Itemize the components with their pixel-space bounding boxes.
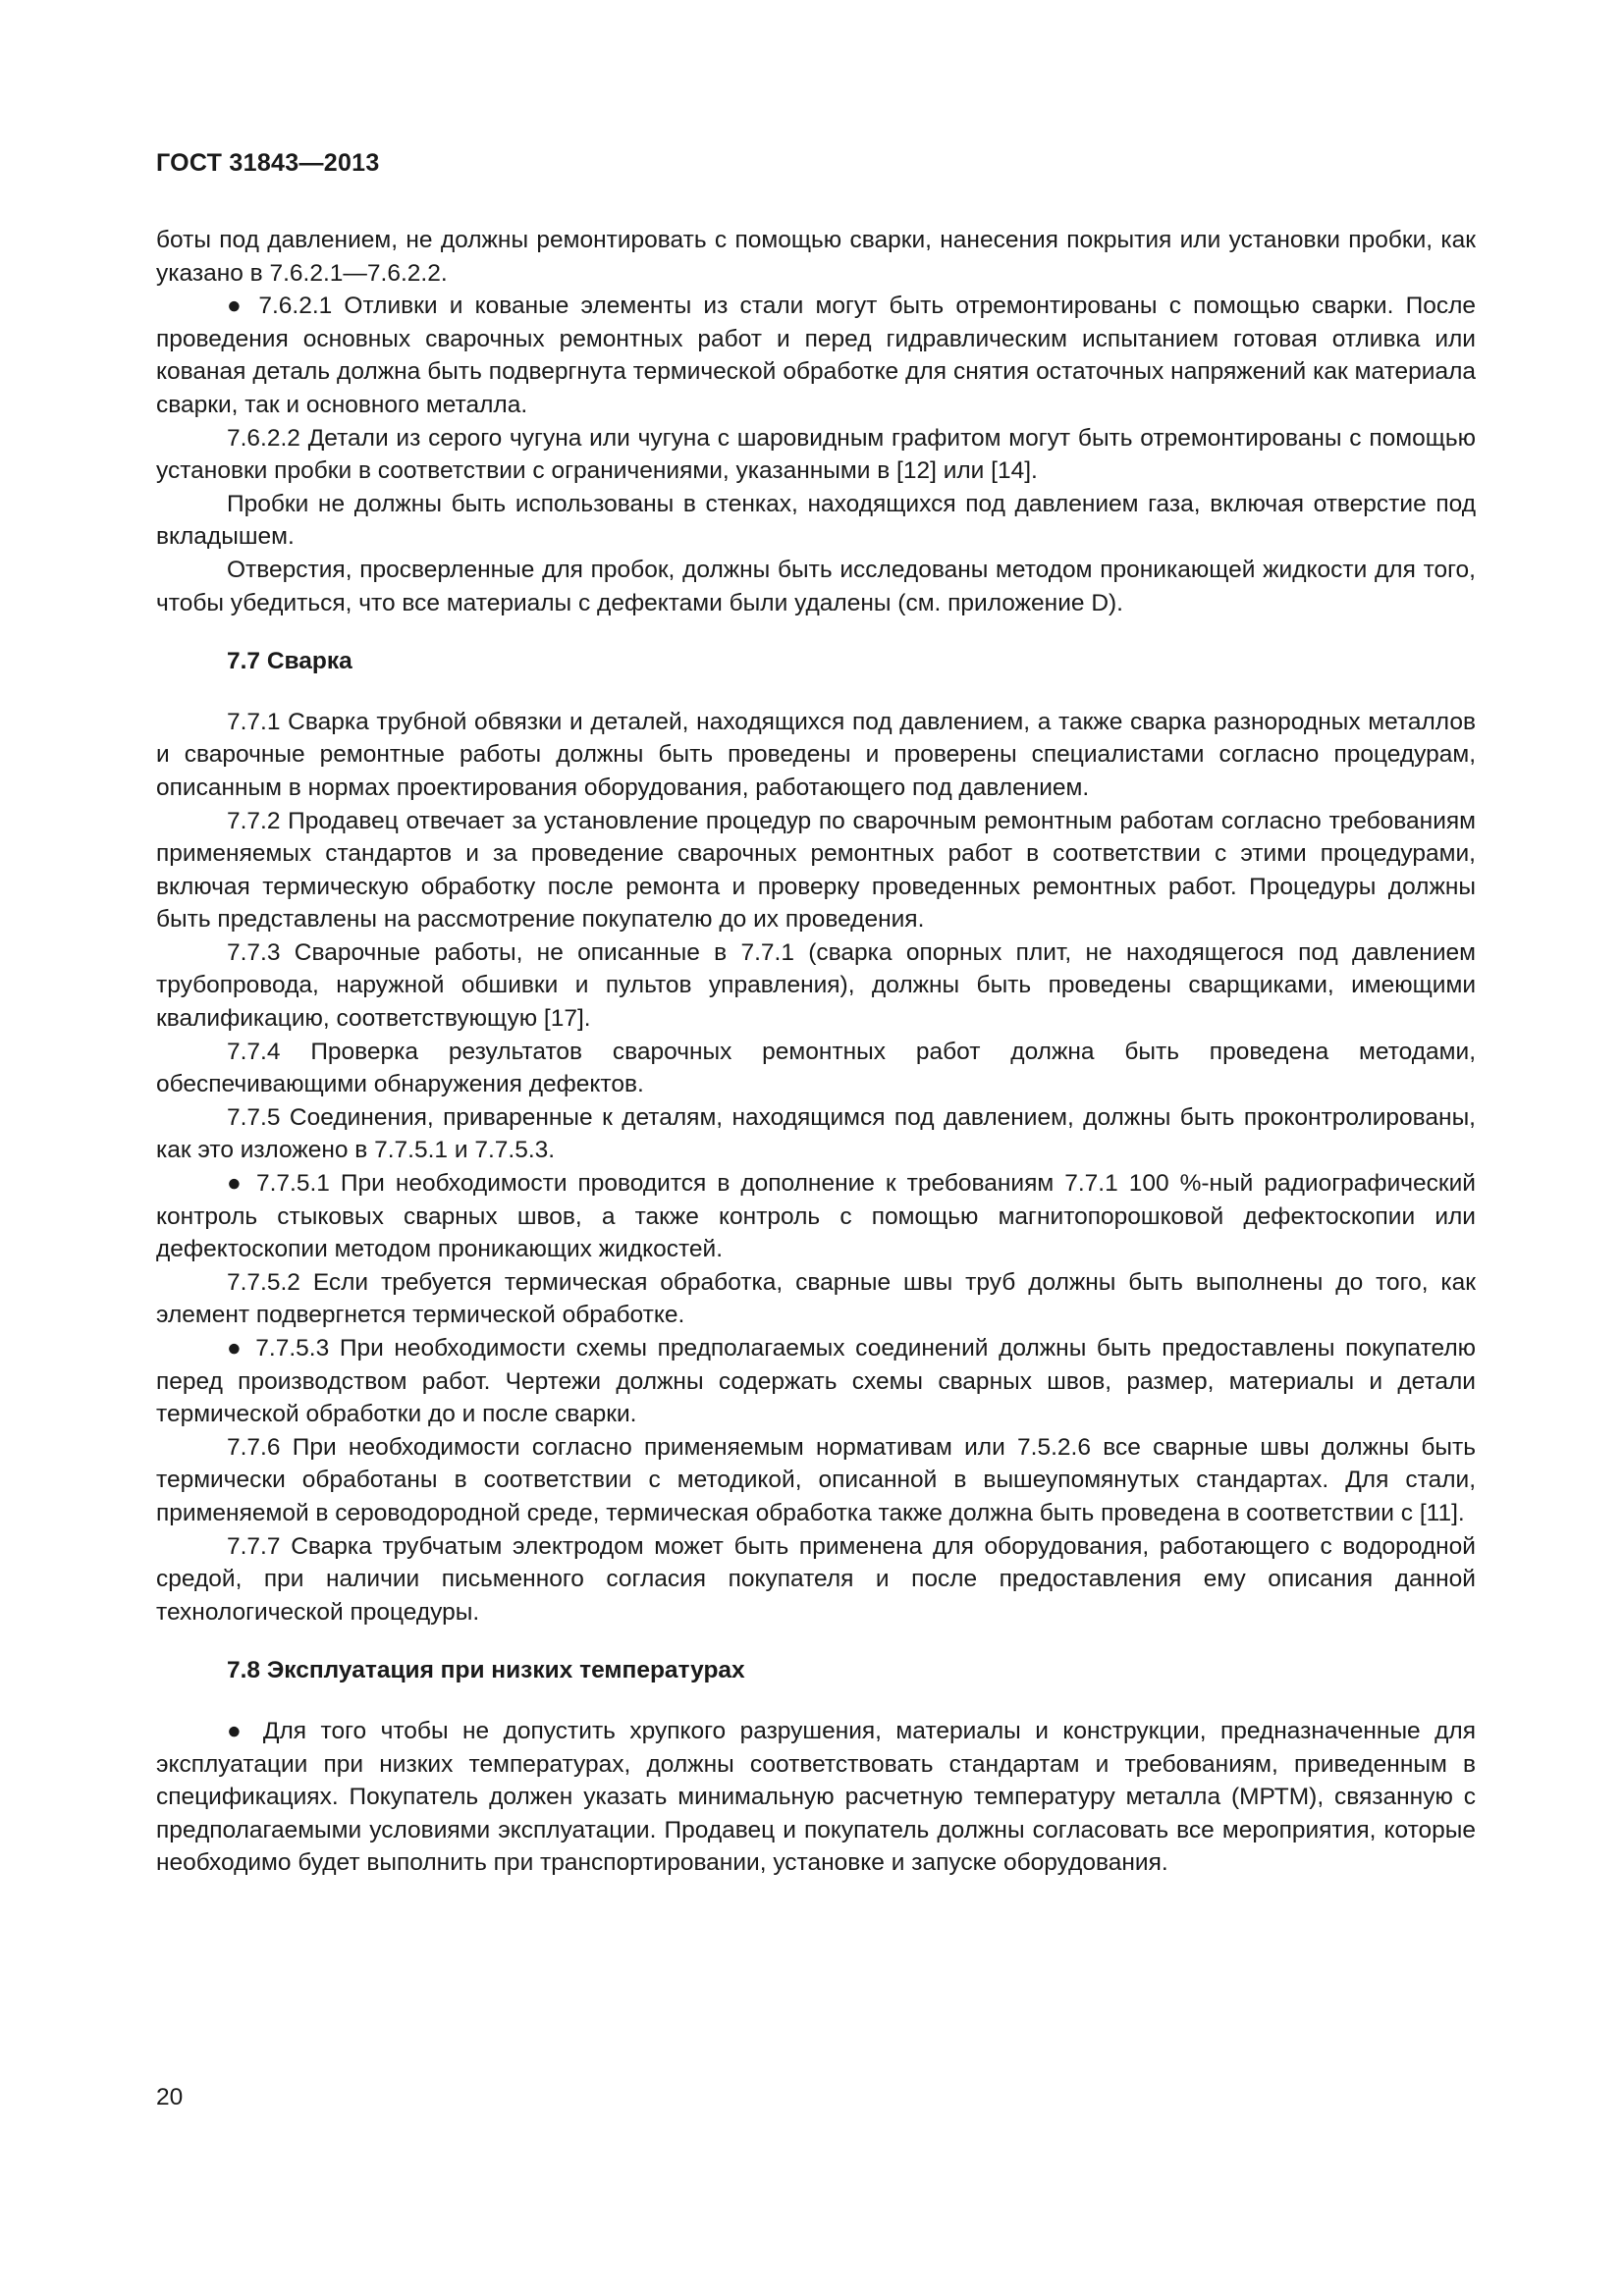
- paragraph: ● 7.6.2.1 Отливки и кованые элементы из стали могут быть отремонтированы с помощью сварки. После проведения основных сварочных ремонтных работ и перед гидравлическим испытанием готовая отливка или кованая деталь должна быть подвергнута термической обработке для снятия остаточных напряжений как материала сварки, так и основного металла.: [156, 293, 1476, 418]
- paragraph: ● Для того чтобы не допустить хрупкого разрушения, материалы и конструкции, предназначенные для эксплуатации при низких температурах, должны соответствовать стандартам и требованиям, приведенным в спецификациях. Покупатель должен указать минимальную расчетную температуру металла (МРТМ), связанную с предполагаемыми условиями эксплуатации. Продавец и покупатель должны согласовать все мероприятия, которые необходимо будет выполнить при транспортировании, установке и запуске оборудования.: [156, 1717, 1476, 1877]
- paragraph: 7.7.1 Сварка трубной обвязки и деталей, находящихся под давлением, а также сварка разнородных металлов и сварочные ремонтные работы должны быть проведены и проверены специалистами согласно процедурам, описанным в нормах проектирования оборудования, работающего под давлением.: [156, 708, 1476, 801]
- paragraph: ● 7.7.5.1 При необходимости проводится в дополнение к требованиям 7.7.1 100 %-ный радиографический контроль стыковых сварных швов, а также контроль с помощью магнитопорошковой дефектоскопии или дефектоскопии методом проникающих жидкостей.: [156, 1170, 1476, 1263]
- page-number: 20: [156, 2084, 184, 2110]
- document-code: ГОСТ 31843—2013: [156, 149, 380, 177]
- paragraph: ● 7.7.5.3 При необходимости схемы предполагаемых соединений должны быть предоставлены покупателю перед производством работ. Чертежи должны содержать схемы сварных швов, размер, материалы и детали термической обработки до и после сварки.: [156, 1335, 1476, 1428]
- paragraph: боты под давлением, не должны ремонтировать с помощью сварки, нанесения покрытия или установки пробки, как указано в 7.6.2.1—7.6.2.2.: [156, 227, 1476, 287]
- paragraph: 7.7.3 Сварочные работы, не описанные в 7.7.1 (сварка опорных плит, не находящегося под давлением трубопровода, наружной обшивки и пультов управления), должны быть проведены сварщиками, имеющими квалификацию, соответствующую [17].: [156, 938, 1476, 1033]
- paragraph: 7.7.2 Продавец отвечает за установление процедур по сварочным ремонтным работам согласно требованиям применяемых стандартов и за проведение сварочных ремонтных работ в соответствии с этими процедурами, включая термическую обработку после ремонта и проверку проведенных ремонтных работ. Процедуры должны быть представлены на рассмотрение покупателю до их проведения.: [156, 807, 1476, 934]
- paragraph: 7.7.6 При необходимости согласно применяемым нормативам или 7.5.2.6 все сварные швы должны быть термически обработаны в соответствии с методикой, описанной в вышеупомянутых стандартах. Для стали, применяемой в сероводородной среде, термическая обработка также должна быть проведена в соответствии с [11].: [156, 1433, 1476, 1526]
- paragraph: Отверстия, просверленные для пробок, должны быть исследованы методом проникающей жидкости для того, чтобы убедиться, что все материалы с дефектами были удалены (см. приложение D).: [156, 556, 1476, 616]
- paragraph: 7.7.7 Сварка трубчатым электродом может быть применена для оборудования, работающего с водородной средой, при наличии письменного согласия покупателя и после предоставления ему описания данной технологической процедуры.: [156, 1532, 1476, 1626]
- paragraph: 7.6.2.2 Детали из серого чугуна или чугуна с шаровидным графитом могут быть отремонтированы с помощью установки пробки в соответствии с ограничениями, указанными в [12] или [14].: [156, 424, 1476, 485]
- section-heading-7-7: 7.7 Сварка: [227, 648, 352, 675]
- paragraph: 7.7.5 Соединения, приваренные к деталям, находящимся под давлением, должны быть проконтролированы, как это изложено в 7.7.5.1 и 7.7.5.3.: [156, 1103, 1476, 1164]
- section-heading-7-8: 7.8 Эксплуатация при низких температурах: [227, 1657, 745, 1684]
- paragraph: Пробки не должны быть использованы в стенках, находящихся под давлением газа, включая отверстие под вкладышем.: [156, 490, 1476, 551]
- paragraph: 7.7.5.2 Если требуется термическая обработка, сварные швы труб должны быть выполнены до того, как элемент подвергнется термической обработке.: [156, 1268, 1476, 1329]
- document-body: [156, 224, 1476, 1880]
- paragraph: 7.7.4 Проверка результатов сварочных ремонтных работ должна быть проведена методами, обеспечивающими обнаружения дефектов.: [156, 1038, 1476, 1098]
